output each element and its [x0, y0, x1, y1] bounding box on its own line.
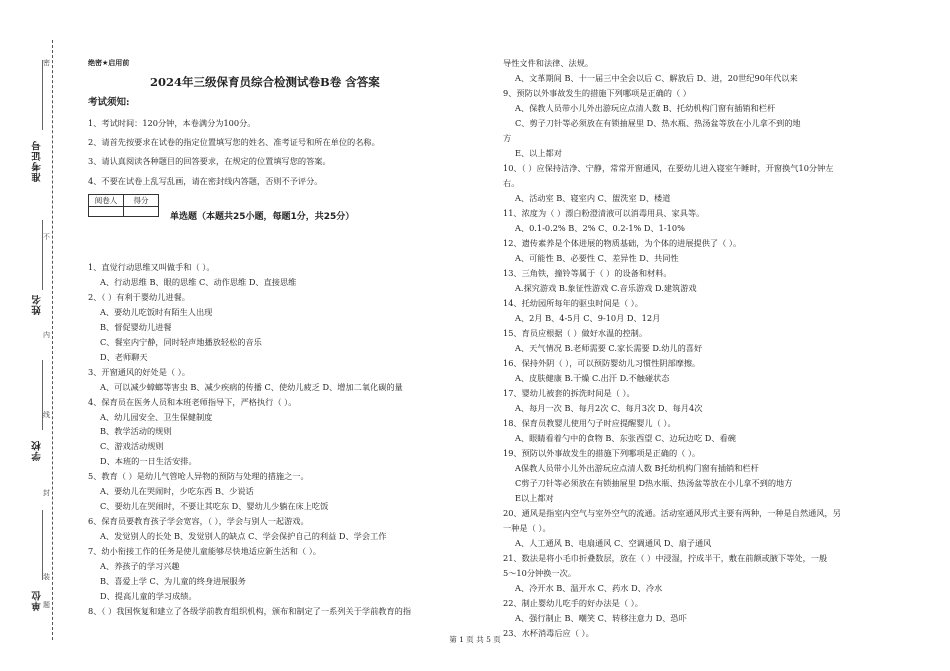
seal-mark: 内	[43, 331, 50, 339]
answer-option-line: E、以上都对	[515, 148, 562, 158]
question-line: 15、育员应根据（ ）做好水温的控制。	[503, 328, 648, 338]
answer-option-line: A、0.1-0.2% B、2% C、0.2-1% D、1-10%	[515, 223, 685, 233]
question-line: 11、浓度为（ ）漂白粉澄清液可以消毒用具、家具等。	[503, 208, 705, 218]
page-footer: 第 1 页 共 5 页	[449, 635, 501, 644]
answer-option-line: A、幼儿园安全、卫生保健制度	[100, 411, 213, 422]
notice-item: 4、不要在试卷上乱写乱画，请在密封线内答题，否则不予评分。	[88, 176, 323, 186]
notice-heading: 考试须知:	[88, 97, 130, 108]
margin-label-name: 姓名	[32, 294, 43, 315]
question-line: 13、三角铁，撞铃等属于（ ）的设备和材料。	[503, 268, 672, 278]
question-continuation: 一种是（ ）。	[503, 523, 551, 533]
question-line: 8、（ ）我国恢复和建立了各级学前教育组织机构，颁布和制定了一系列关于学前教育的指	[88, 605, 412, 616]
question-line: 20、通风是指室内空气与室外空气的流通。活动室通风形式主要有两种，一种是自然通风，另	[503, 508, 841, 518]
seal-mark: 封	[43, 489, 50, 497]
exam-title: 2024年三级保育员综合检测试卷B卷 含答案	[150, 75, 380, 89]
section-title: 单选题（本题共25小题，每题1分，共25分）	[170, 212, 355, 222]
question-line: 7、幼小衔接工作的任务是使儿童能够尽快地适应新生活和（ ）。	[88, 546, 321, 557]
question-line: 21、数法是将小毛巾折叠数层，放在（ ）中浸湿，拧成半干，敷在前额或腋下等处，一般	[503, 553, 828, 563]
notice-item: 1、考试时间：120分钟，本卷满分为100分。	[88, 118, 256, 128]
answer-option-line: A、可能性 B、必要性 C、差异性 D、共同性	[515, 253, 679, 263]
answer-option-line: B、喜爱上学 C、为儿童的终身进展服务	[100, 575, 246, 586]
score-table-score: 得分	[124, 195, 159, 207]
answer-option-line: C、餐室内宁静，同时轻声地播放轻松的音乐	[100, 336, 262, 347]
seal-mark: 线	[43, 411, 50, 419]
fill-line	[42, 220, 53, 290]
answer-option-line: D、提高儿童的学习成绩。	[100, 590, 197, 601]
binding-margin	[0, 0, 72, 671]
score-table-grader: 阅卷人	[89, 195, 124, 207]
question-continuation: 导性文件和法律、法规。	[503, 58, 594, 68]
question-line: 14、托幼园所每年的驱虫时间是（ ）。	[503, 298, 643, 308]
seal-mark: 密	[43, 59, 50, 67]
question-line: 1、直觉行动思维又叫做手和（ ）。	[88, 262, 215, 272]
notice-item: 2、请首先按要求在试卷的指定位置填写您的姓名、准考证号和所在单位的名称。	[88, 137, 380, 147]
answer-option-line: A、行动思维 B、眼的思维 C、动作思维 D、直接思维	[100, 276, 297, 287]
score-cell[interactable]	[124, 207, 159, 217]
notice-item: 3、请认真阅读各种题目的回答要求，在规定的位置填写您的答案。	[88, 156, 331, 166]
answer-option-line: A、人工通风 B、电扇通风 C、空调通风 D、扇子通风	[515, 538, 712, 548]
question-line: 4、保育员在医务人员和本班老师指导下，严格执行（ ）。	[88, 396, 297, 407]
answer-option-line: A、文革期间 B、十一届三中全会以后 C、解放后 D、进，20世纪90年代以来	[515, 73, 798, 83]
question-line: 12、遗传素养是个体进展的物质基础，为个体的进展提供了（ ）。	[503, 238, 742, 248]
question-line: 19、预防以外事故发生的措施下列哪项是正确的（ ）。	[503, 448, 701, 458]
answer-option-line: C、剪子刀针等必须放在有锁抽屉里 D、热水瓶、热汤盆等放在小儿拿不到的地	[515, 118, 801, 128]
question-line: 9、预防以外事故发生的措施下列哪项是正确的（ ）	[503, 88, 691, 98]
margin-label-exam-id: 准考证号	[32, 140, 43, 182]
answer-option-line: A、每月一次 B、每月2次 C、每月3次 D、每月4次	[515, 403, 703, 413]
answer-option-line: C剪子刀针等必须放在有锁抽屉里 D热水瓶、热汤盆等放在小儿拿不到的地方	[515, 478, 793, 488]
answer-option-line: A、可以减少蟑螂等害虫 B、减少疾病的传播 C、使幼儿疲乏 D、增加二氧化碳的量	[100, 381, 403, 392]
answer-option-line: B、教学活动的规则	[100, 426, 172, 437]
answer-option-line: A、2月 B、4-5月 C、9-10月 D、12月	[515, 313, 661, 323]
question-line: 10、（ ）应保持洁净、宁静，常常开窗通风，在要幼儿进入寝室午睡时，开窗换气10分钟左	[503, 163, 834, 173]
answer-option-line: A、养孩子的学习兴趣	[100, 561, 180, 571]
answer-option-line: E以上都对	[515, 493, 554, 503]
answer-option-line: A、保教人员带小儿外出游玩应点清人数 B、托幼机构门窗有插销和栏杆	[515, 103, 776, 113]
question-continuation: 右。	[503, 178, 520, 188]
answer-option-line: D、老师聊天	[100, 351, 148, 362]
fill-line	[42, 510, 53, 580]
answer-option-line: C、游戏活动规则	[100, 441, 164, 452]
seal-mark: 不	[43, 233, 50, 241]
question-line: 5、教育（ ）是幼儿气管呛人异物的预防与处理的措施之一。	[88, 471, 309, 482]
answer-option-line: A、要幼儿在哭闹时，少吃东西 B、少说话	[100, 486, 254, 497]
margin-label-unit: 单位	[32, 590, 43, 611]
score-cell[interactable]	[89, 207, 124, 217]
secret-label: 绝密★启用前	[88, 59, 130, 67]
question-continuation: 方	[503, 133, 512, 143]
seal-mark: 装	[43, 573, 50, 581]
score-table	[88, 194, 159, 217]
answer-option-line: A、冷开水 B、温开水 C、药水 D、冷水	[515, 583, 663, 593]
answer-option-line: A.探究游戏 B.象征性游戏 C.音乐游戏 D.建筑游戏	[515, 283, 697, 293]
answer-option-line: A、眼睛看着勺中的食物 B、东张西望 C、边玩边吃 D、看碗	[515, 433, 736, 443]
question-line: 17、婴幼儿被套的拆洗时间是（ ）。	[503, 388, 635, 398]
question-line: 16、保持外阴（ ），可以预防婴幼儿习惯性阴部摩擦。	[503, 358, 701, 368]
question-line: 18、保育员教婴儿使用勺子时应提醒婴儿（ ）。	[503, 418, 676, 428]
margin-label-school: 学校	[32, 440, 43, 461]
question-line: 22、制止婴幼儿吃手的好办法是（ ）。	[503, 598, 643, 608]
seal-mark: 题	[43, 601, 50, 609]
answer-option-line: B、督促婴幼儿进餐	[100, 321, 172, 332]
answer-option-line: A、要幼儿吃饭时有陌生人出现	[100, 306, 213, 317]
answer-option-line: D、本班的一日生活安排。	[100, 456, 197, 467]
answer-option-line: A、活动室 B、寝室内 C、盥洗室 D、楼道	[515, 193, 671, 203]
answer-option-line: A、发觉别人的长处 B、发觉别人的缺点 C、学会保护自己的利益 D、学会工作	[100, 531, 387, 542]
question-line: 23、水杯消毒后应（ ）。	[503, 628, 594, 638]
question-line: 2、（ ）有利于婴幼儿进餐。	[88, 291, 190, 302]
answer-option-line: A、天气情况 B.老师需要 C.家长需要 D.幼儿的喜好	[515, 343, 703, 353]
fill-line	[42, 60, 53, 130]
answer-option-line: A保教人员带小儿外出游玩应点清人数 B托幼机构门窗有插销和栏杆	[515, 463, 759, 473]
answer-option-line: C、要幼儿在哭闹时，不要让其吃东 D、婴幼儿少躺在床上吃饭	[100, 501, 329, 512]
question-continuation: 5～10分钟换一次。	[503, 568, 576, 578]
answer-option-line: A、强行制止 B、嘲笑 C、转移注意力 D、恐吓	[515, 613, 687, 623]
answer-option-line: A、皮肤健康 B.干燥 C.出汗 D.不触碰状态	[515, 373, 670, 383]
question-line: 3、开窗通风的好处是（ ）。	[88, 366, 190, 377]
question-line: 6、保育员要教育孩子学会宽容，（ ），学会与别人一起游戏。	[88, 516, 309, 527]
